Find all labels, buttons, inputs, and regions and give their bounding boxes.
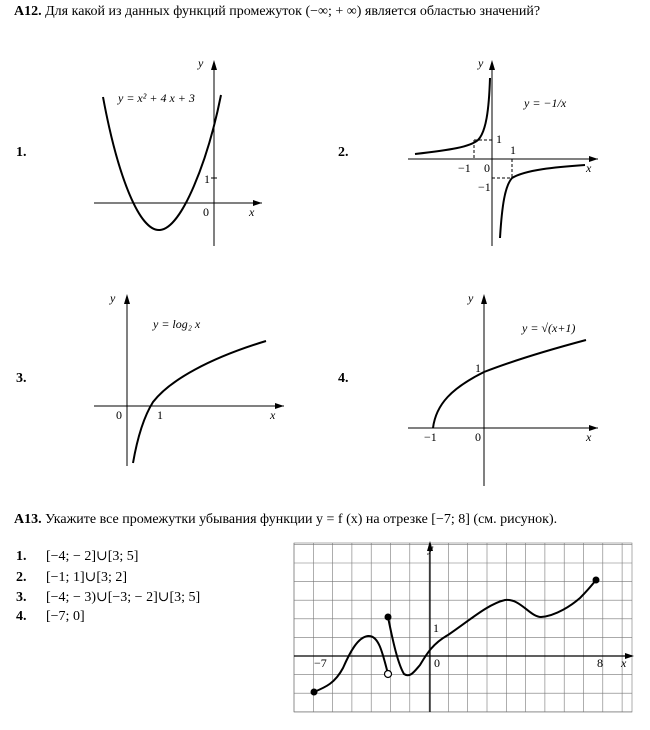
answer-3-number: 3. [16,590,27,605]
zero-label: 0 [484,161,490,175]
formula-2: y = −1/x [524,96,567,110]
eight-label: 8 [597,656,603,670]
zero-label: 0 [475,430,481,444]
a12-label: A12. [14,4,42,19]
endpoint-right-dot [593,577,600,584]
answer-3-text: [−4; − 3)∪[−3; − 2]∪[3; 5] [46,590,201,605]
y-label: y [428,541,434,555]
grid-lines [294,543,632,712]
jump-top-dot [385,614,392,621]
one-label: 1 [475,361,481,375]
y-label: y [468,291,474,305]
y-label: y [478,56,484,70]
f-curve-right [388,580,596,675]
jump-bottom-open-dot [385,671,392,678]
one-label-x: 1 [510,143,516,157]
formula-4: y = √(x+1) [522,321,576,335]
endpoint-left-dot [311,689,318,696]
answer-4-text: [−7; 0] [46,609,85,624]
x-label: x [586,430,592,444]
neg-seven-label: −7 [314,656,327,670]
answer-2-number: 2. [16,570,27,585]
answer-1-text: [−4; − 2]∪[3; 5] [46,549,139,564]
formula-3: y = log₂ x [153,317,201,331]
x-label: x [270,408,276,422]
one-label: 1 [204,172,210,186]
formula-1: y = x² + 4 x + 3 [118,91,195,105]
x-label: x [249,205,255,219]
neg-one-label-x: −1 [458,161,471,175]
a13-text: Укажите все промежутки убывания функции y = f (x) на отрезке [−7; 8] (см. рисунок). [45,512,558,527]
x-label: x [586,161,592,175]
one-label: 1 [433,621,439,635]
option-4-number[interactable]: 4. [338,371,349,386]
one-label: 1 [157,408,163,422]
x-label: x [621,656,627,670]
option-1-number[interactable]: 1. [16,145,27,160]
y-label: y [198,56,204,70]
answer-4-number: 4. [16,609,27,624]
grid-border [294,543,632,712]
neg-one-label-y: −1 [478,180,491,194]
answer-1-number: 1. [16,549,27,564]
option-2-number[interactable]: 2. [338,145,349,160]
a13-label: A13. [14,512,42,527]
option-3-number[interactable]: 3. [16,371,27,386]
y-label: y [110,291,116,305]
answer-2-text: [−1; 1]∪[3; 2] [46,570,128,585]
neg-one-label: −1 [424,430,437,444]
zero-label: 0 [434,656,440,670]
a12-text: Для какой из данных функций промежуток (−∞; + ∞) является областью значений? [45,4,541,19]
zero-label: 0 [203,205,209,219]
zero-label: 0 [116,408,122,422]
x-arrow-icon [625,653,634,659]
one-label-y: 1 [496,132,502,146]
